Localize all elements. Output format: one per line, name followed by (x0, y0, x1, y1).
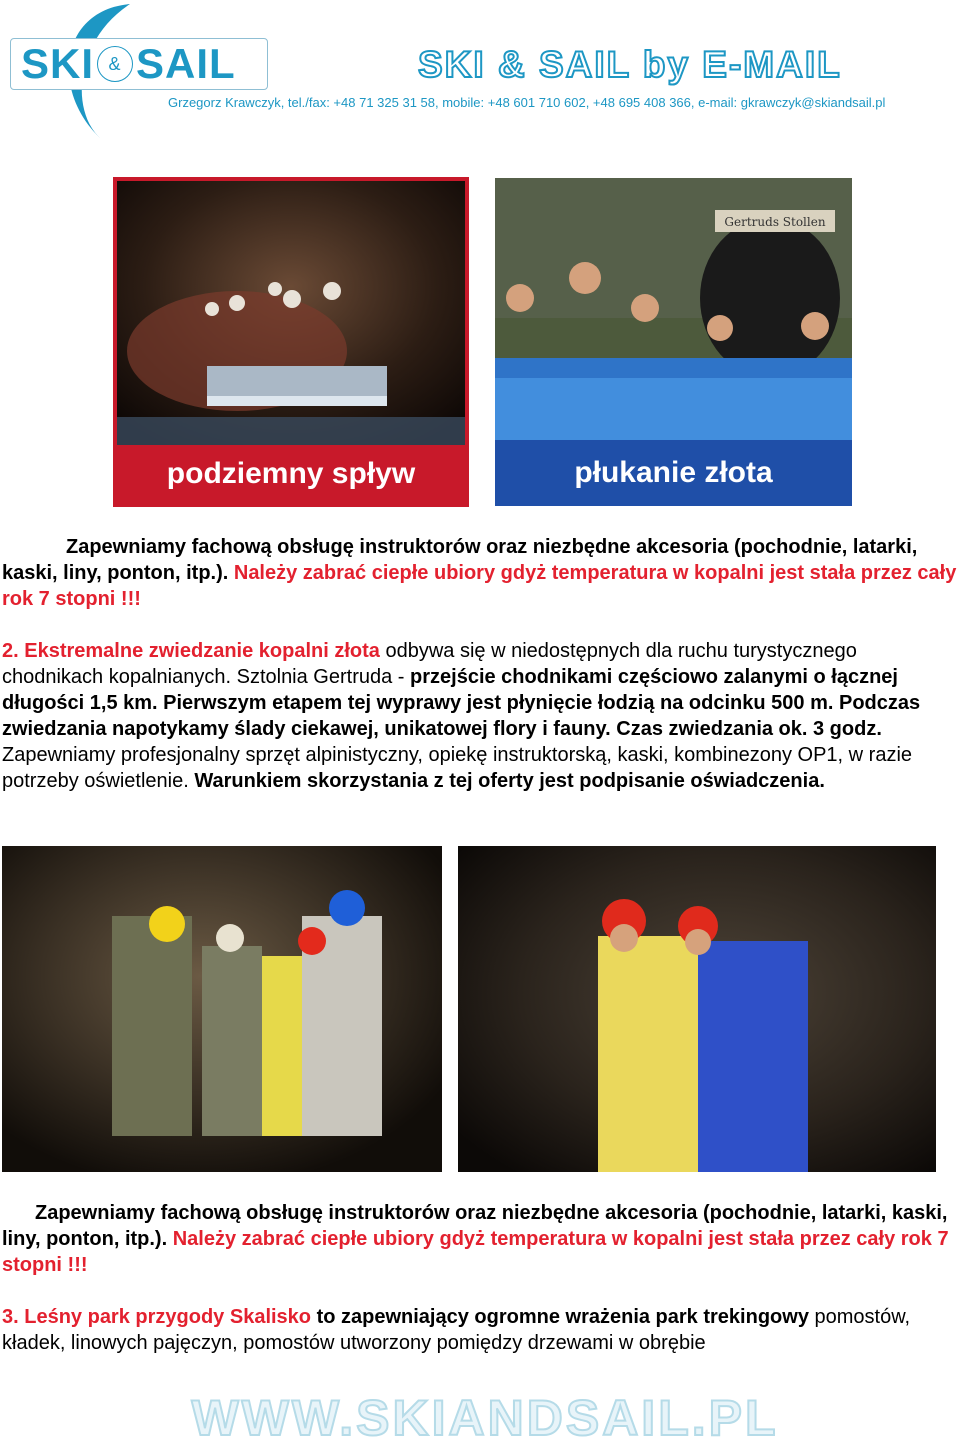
extreme-tour-text-2: Zapewniamy profesjonalny sprzęt alpinistyczny, opiekę instruktorską, kaski, kombinezony OP1, w razie potrzeby oświetlenie. (2, 744, 913, 792)
caption-underground-rafting: podziemny spływ (166, 457, 416, 490)
extreme-tour-bold-2: Warunkiem skorzystania z tej oferty jest podpisanie oświadczenia. (194, 770, 825, 792)
adventure-park-text: pomostów, kładek, linowych pajęczyn, pomostów utworzony pomiędzy drzewami w obrębie (2, 1306, 911, 1354)
warning-text: Należy zabrać ciepłe ubiory gdyż temperatura w kopalni jest stała przez cały rok 7 stopni !!! (2, 562, 957, 610)
caption-gold-panning: płukanie złota (574, 456, 773, 489)
sign-text: Gertruds Stollen (724, 215, 826, 229)
paragraph-extreme-tour (2, 638, 958, 794)
paragraph-equipment-2 (2, 1200, 958, 1278)
extreme-tour-text-1: odbywa się w niedostępnych dla ruchu turystycznego chodnikach kopalnianych. Sztolnia Gertruda - (2, 640, 857, 688)
extreme-tour-bold-1: przejście chodnikami częściowo zalanymi o łącznej długości 1,5 km. Pierwszym etapem tej wyprawy jest płynięcie łodzią na odcinku 500 m. Podczas zwiedzania napotykamy ślady ciekawej, unikatowej flory i fauny. Czas zwiedzania ok. 3 godz. (2, 666, 921, 740)
equipment-text: Zapewniamy fachową obsługę instruktorów oraz niezbędne akcesoria (pochodnie, latarki, kaski, liny, ponton, itp.). (2, 536, 918, 584)
header-title: SKI & SAIL by E-MAIL (418, 44, 842, 85)
header-contact: Grzegorz Krawczyk, tel./fax: +48 71 325 31 58, mobile: +48 601 710 602, +48 695 408 366, e-mail: gkrawczyk@skiandsail.pl (168, 95, 886, 110)
photo-cave-group (2, 846, 442, 1172)
logo-amp: & (97, 46, 133, 82)
paragraph-equipment-1 (2, 534, 958, 612)
company-logo (10, 38, 268, 90)
gold-panning-illustration (495, 178, 852, 440)
paragraph-adventure-park (2, 1304, 958, 1356)
photo-cave-explorers (458, 846, 936, 1172)
extreme-tour-heading: 2. Ekstremalne zwiedzanie kopalni złota (2, 640, 380, 662)
footer-website: WWW.SKIANDSAIL.PL (191, 1390, 779, 1446)
cave-rafting-illustration (117, 181, 469, 445)
photo-gold-panning (495, 178, 852, 506)
adventure-park-heading: 3. Leśny park przygody Skalisko (2, 1306, 312, 1328)
cave-group-illustration (2, 846, 442, 1172)
photo-underground-rafting (113, 177, 469, 507)
logo-text-ski: SKI (21, 40, 95, 87)
logo-text-sail: SAIL (136, 40, 236, 87)
warning-text-2: Należy zabrać ciepłe ubiory gdyż temperatura w kopalni jest stała przez cały rok 7 stopni !!! (2, 1228, 949, 1276)
cave-explorers-illustration (458, 846, 936, 1172)
equipment-text-2: Zapewniamy fachową obsługę instruktorów oraz niezbędne akcesoria (pochodnie, latarki, kaski, liny, ponton, itp.). (2, 1202, 948, 1250)
adventure-park-bold: to zapewniający ogromne wrażenia park trekingowy (311, 1306, 809, 1328)
